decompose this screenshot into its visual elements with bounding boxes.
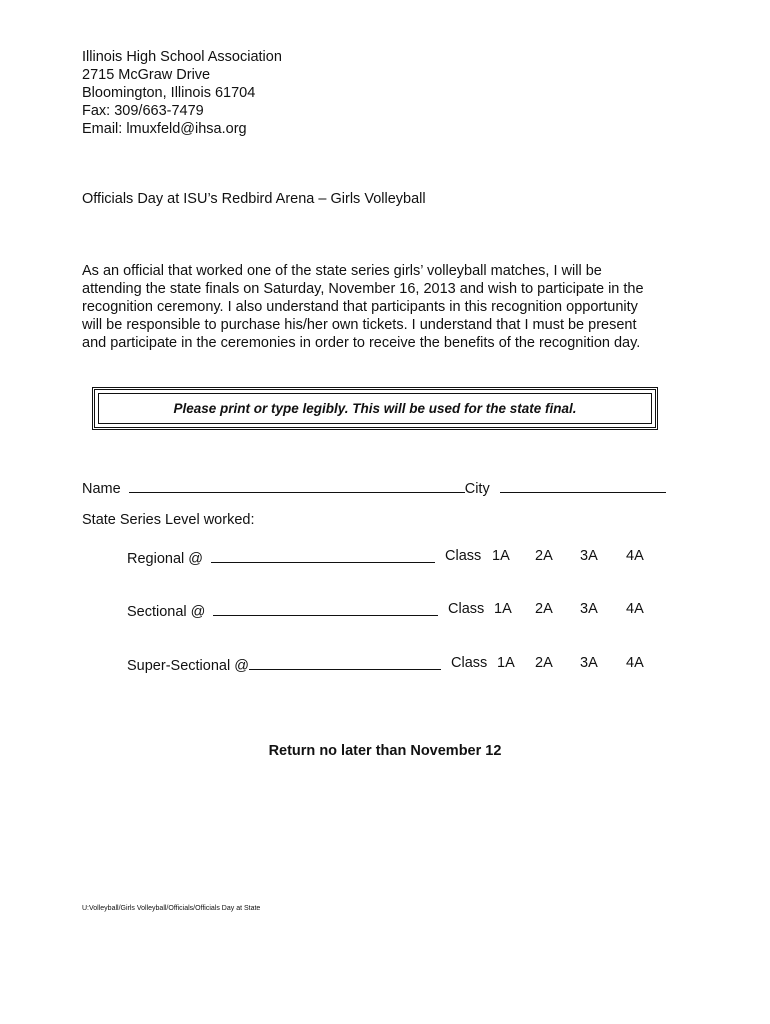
class-label: Class bbox=[445, 548, 482, 564]
class-option-3a[interactable]: 3A bbox=[580, 548, 598, 564]
class-option-1a[interactable]: 1A bbox=[497, 655, 515, 671]
class-option-1a[interactable]: 1A bbox=[492, 548, 510, 564]
class-option-4a[interactable]: 4A bbox=[626, 655, 644, 671]
class-option-3a[interactable]: 3A bbox=[580, 655, 598, 671]
address-fax: Fax: 309/663-7479 bbox=[82, 103, 204, 119]
class-label: Class bbox=[448, 601, 485, 617]
sectional-label: Sectional @ bbox=[127, 604, 206, 620]
statement-paragraph bbox=[82, 262, 682, 352]
super-sectional-label: Super-Sectional @ bbox=[127, 658, 249, 674]
address-city-state: Bloomington, Illinois 61704 bbox=[82, 85, 256, 101]
name-city-row bbox=[82, 478, 666, 497]
class-option-4a[interactable]: 4A bbox=[626, 548, 644, 564]
paragraph-line: recognition ceremony. I also understand that participants in this recognition opportunity bbox=[82, 299, 638, 315]
super-sectional-row bbox=[127, 655, 687, 675]
city-label: City bbox=[464, 481, 490, 497]
regional-row bbox=[127, 548, 687, 568]
class-option-4a[interactable]: 4A bbox=[626, 601, 644, 617]
name-label: Name bbox=[82, 481, 121, 497]
regional-field[interactable] bbox=[211, 548, 435, 563]
sectional-field[interactable] bbox=[213, 601, 438, 616]
address-block bbox=[82, 48, 282, 138]
address-street: 2715 McGraw Drive bbox=[82, 67, 211, 83]
class-option-3a[interactable]: 3A bbox=[580, 601, 598, 617]
class-option-2a[interactable]: 2A bbox=[535, 655, 553, 671]
level-label: State Series Level worked: bbox=[82, 512, 255, 528]
class-option-2a[interactable]: 2A bbox=[535, 601, 553, 617]
name-field[interactable] bbox=[129, 478, 465, 493]
paragraph-line: attending the state finals on Saturday, November 16, 2013 and wish to participate in the bbox=[82, 281, 644, 297]
city-field[interactable] bbox=[500, 478, 666, 493]
paragraph-line: and participate in the ceremonies in order to receive the benefits of the recognition day. bbox=[82, 335, 641, 351]
sectional-row bbox=[127, 601, 687, 621]
super-sectional-field[interactable] bbox=[249, 655, 441, 670]
class-label: Class bbox=[451, 655, 488, 671]
document-title: Officials Day at ISU’s Redbird Arena – Girls Volleyball bbox=[82, 191, 426, 207]
footer-file-path: U:Volleyball/Girls Volleyball/Officials/Officials Day at State bbox=[82, 905, 261, 912]
class-option-1a[interactable]: 1A bbox=[494, 601, 512, 617]
address-org: Illinois High School Association bbox=[82, 49, 282, 65]
paragraph-line: will be responsible to purchase his/her own tickets. I understand that I must be present bbox=[82, 317, 637, 333]
regional-label: Regional @ bbox=[127, 551, 203, 567]
notice-box bbox=[92, 387, 658, 430]
notice-text: Please print or type legibly. This will be used for the state final. bbox=[173, 401, 577, 416]
return-deadline: Return no later than November 12 bbox=[268, 743, 502, 759]
paragraph-line: As an official that worked one of the state series girls’ volleyball matches, I will be bbox=[82, 263, 602, 279]
address-email: Email: lmuxfeld@ihsa.org bbox=[82, 121, 247, 137]
class-option-2a[interactable]: 2A bbox=[535, 548, 553, 564]
